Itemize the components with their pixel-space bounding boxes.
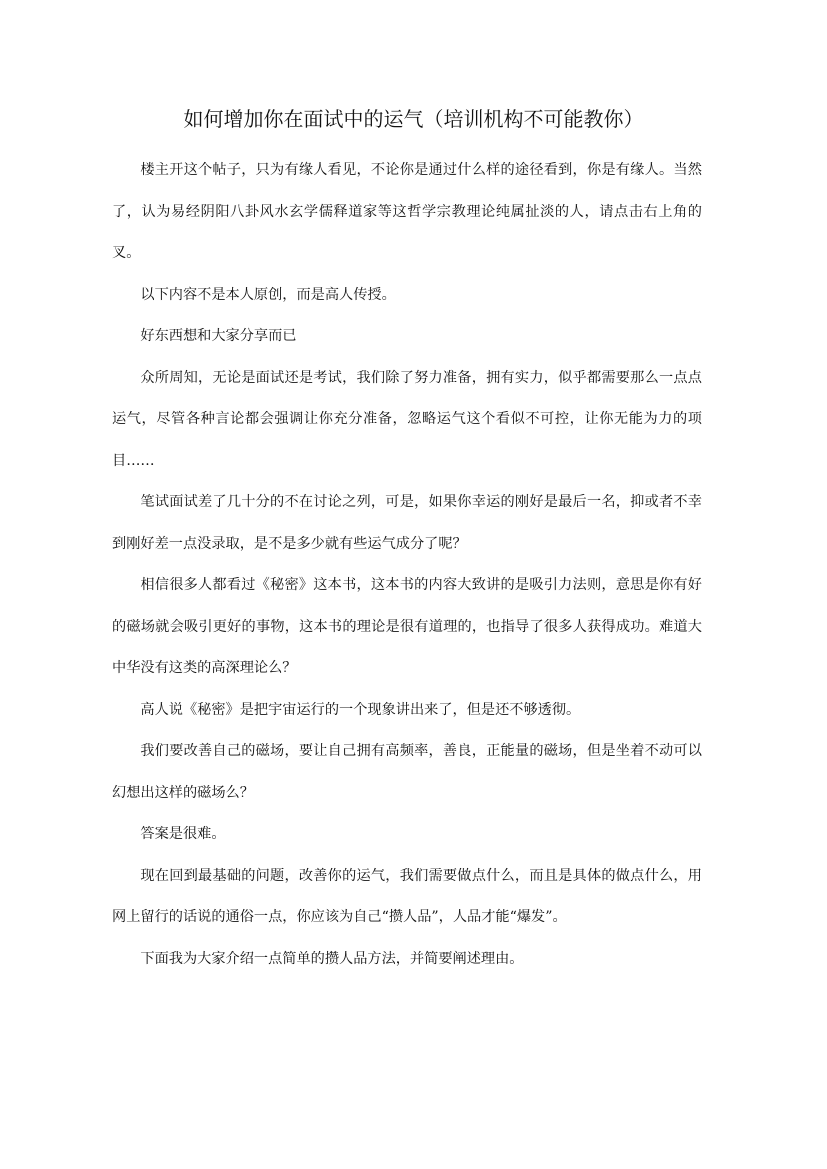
document-title: 如何增加你在面试中的运气（培训机构不可能教你） <box>183 107 644 131</box>
paragraph: 高人说《秘密》是把宇宙运行的一个现象讲出来了，但是还不够透彻。 <box>140 701 581 718</box>
paragraph: 楼主开这个帖子，只为有缘人看见，不论你是通过什么样的途径看到，你是有缘人。当然了，认为易经阴阳八卦风水玄学儒释道家等这哲学宗教理论纯属扯淡的人，请点击右上角的叉。 <box>112 162 702 261</box>
paragraph: 答案是很难。 <box>140 826 226 842</box>
document-body <box>112 150 702 980</box>
paragraph: 我们要改善自己的磁场，要让自己拥有高频率，善良，正能量的磁场，但是坐着不动可以幻想出这样的磁场么？ <box>112 743 702 801</box>
paragraph: 众所周知，无论是面试还是考试，我们除了努力准备，拥有实力，似乎都需要那么一点点运气，尽管各种言论都会强调让你充分准备，忽略运气这个看似不可控，让你无能为力的项目…… <box>112 369 702 469</box>
paragraph: 好东西想和大家分享而已 <box>140 328 297 344</box>
paragraph: 笔试面试差了几十分的不在讨论之列，可是，如果你幸运的刚好是最后一名，抑或者不幸到刚好差一点没录取，是不是多少就有些运气成分了呢？ <box>112 494 702 552</box>
paragraph: 下面我为大家介绍一点简单的攒人品方法，并简要阐述理由。 <box>140 950 524 967</box>
paragraph: 相信很多人都看过《秘密》这本书，这本书的内容大致讲的是吸引力法则，意思是你有好的磁场就会吸引更好的事物，这本书的理论是很有道理的，也指导了很多人获得成功。难道大中华没有这类的高深理论么？ <box>112 577 702 676</box>
paragraph: 以下内容不是本人原创，而是高人传授。 <box>140 286 396 303</box>
paragraph: 现在回到最基础的问题，改善你的运气，我们需要做点什么，而且是具体的做点什么，用网上留行的话说的通俗一点，你应该为自己“攒人品”，人品才能“爆发”。 <box>112 867 702 925</box>
